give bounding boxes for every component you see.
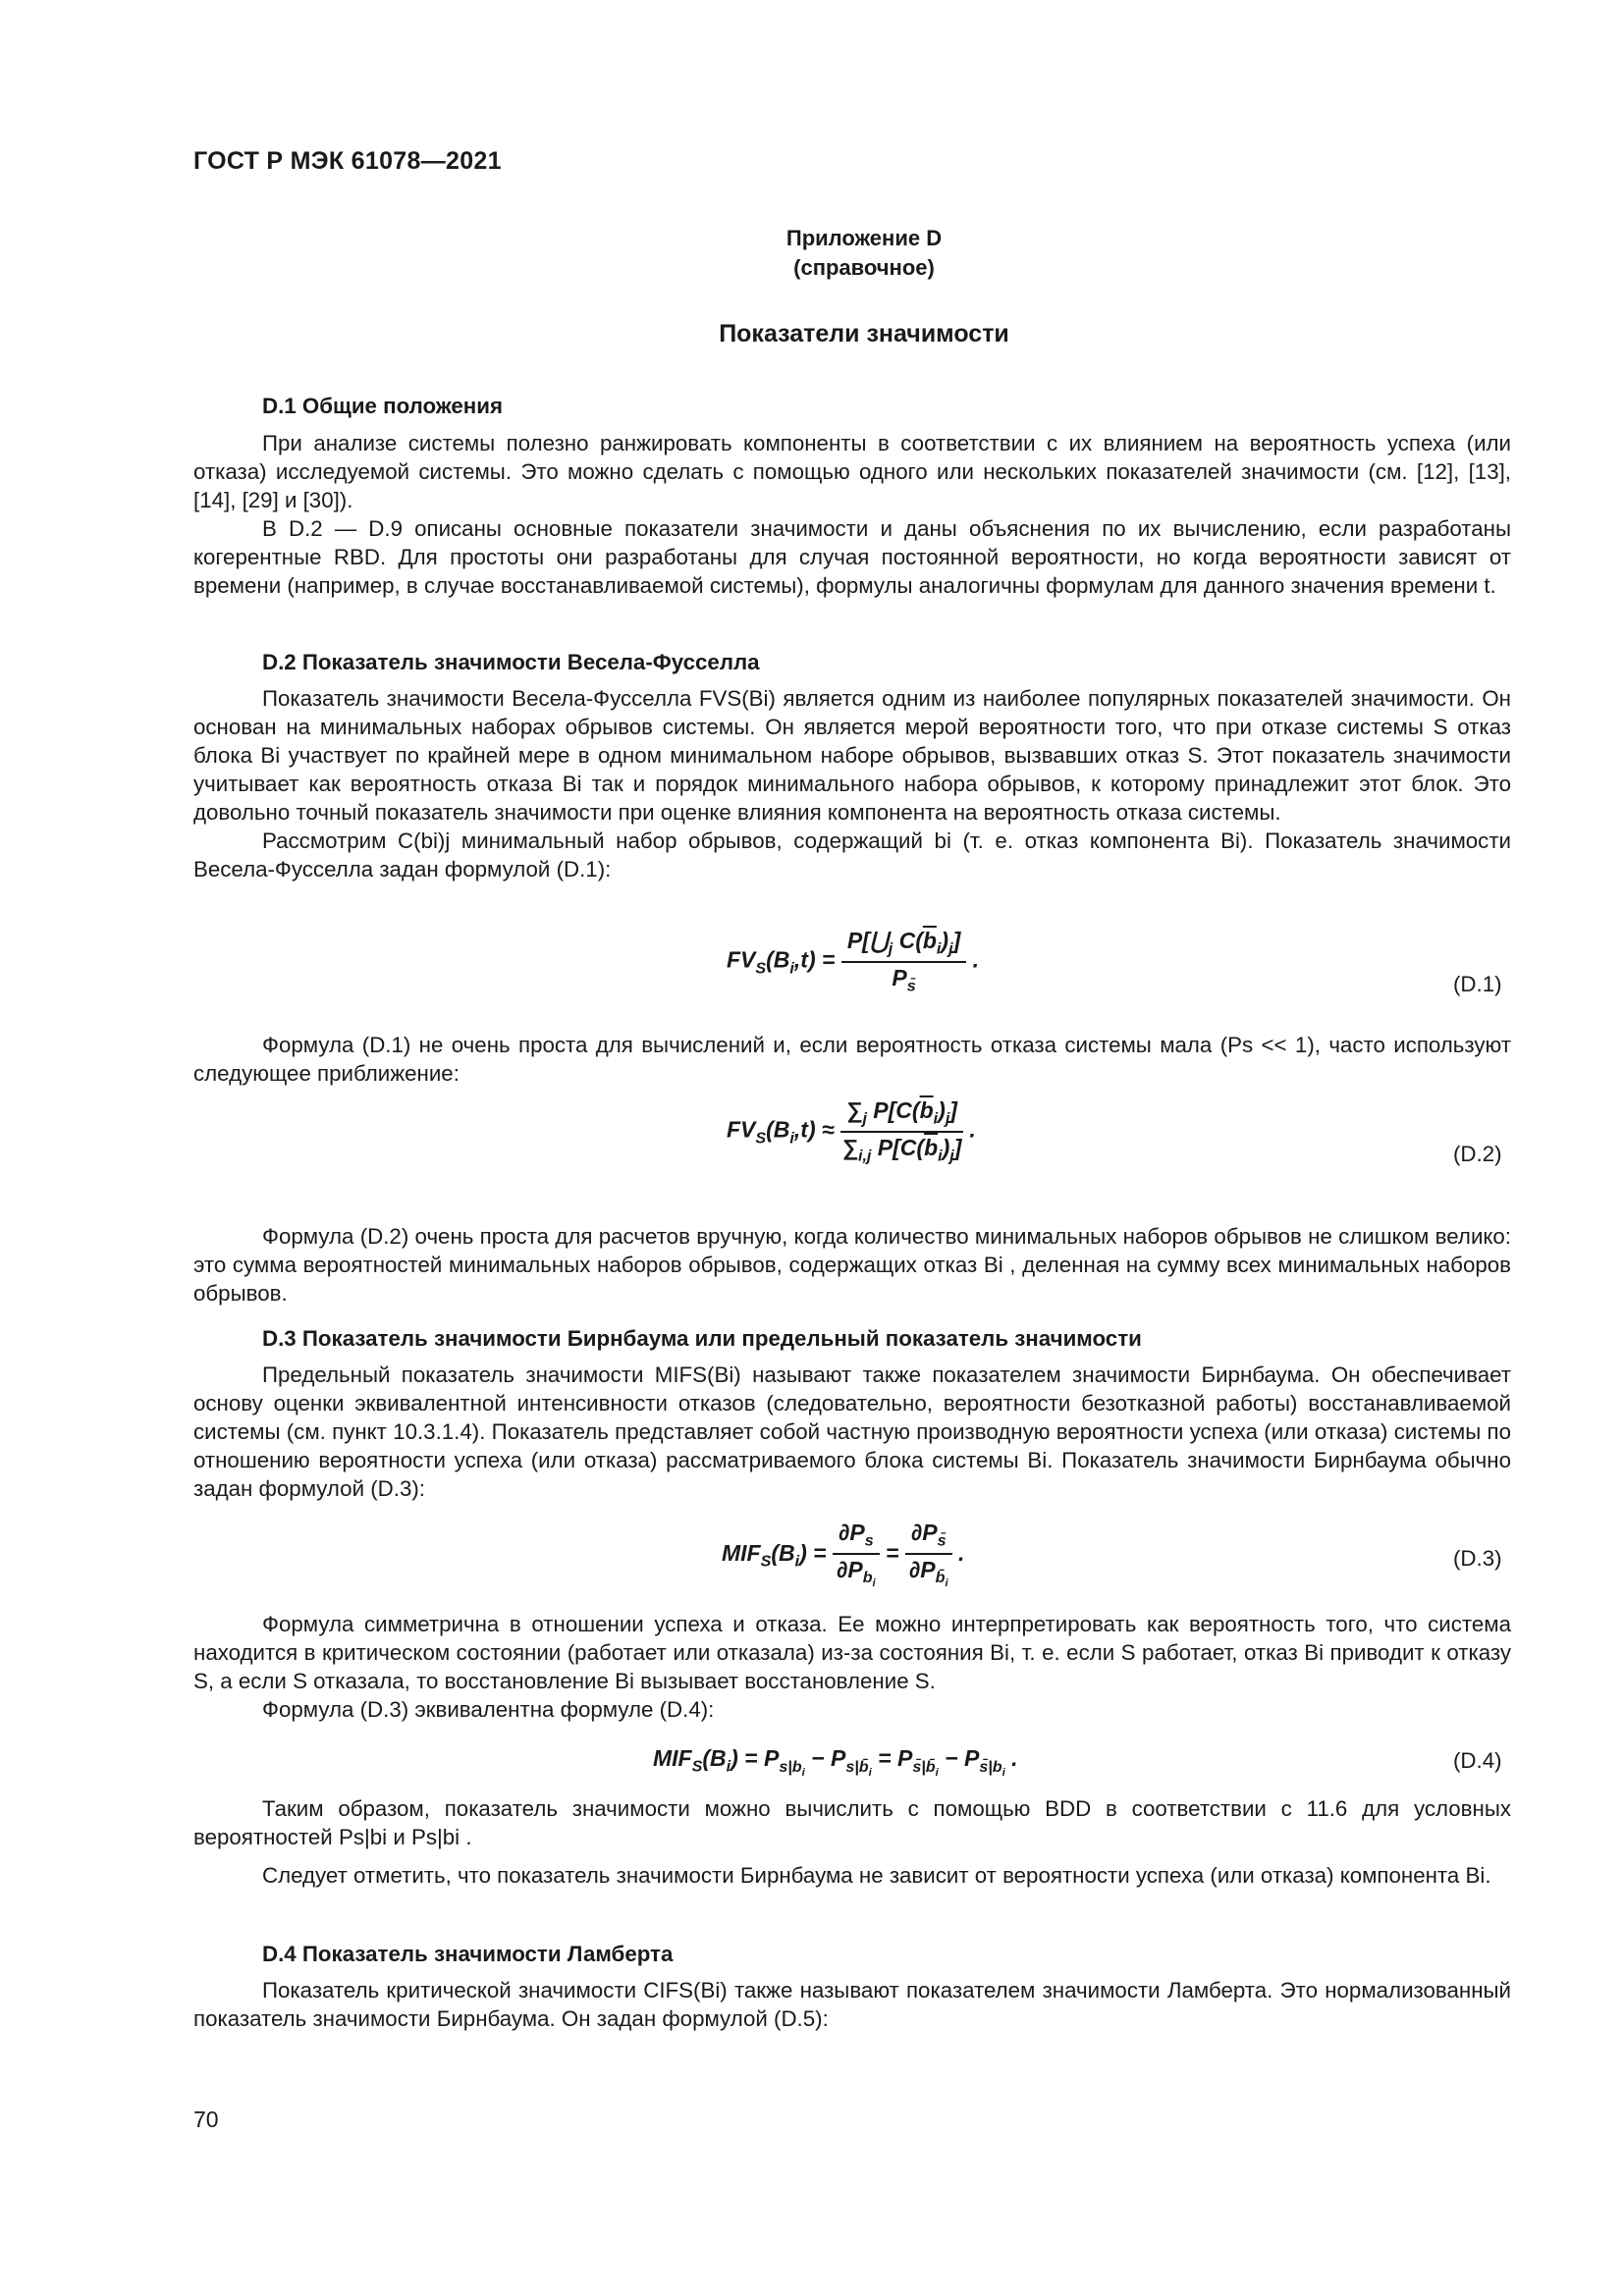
section-d3-body-3 — [193, 1794, 1511, 1890]
section-d1-heading: D.1 Общие положения — [262, 394, 503, 418]
paragraph: Рассмотрим C(bi)j минимальный набор обрывов, содержащий bi (т. е. отказ компонента Bi). Показатель значимости Весела-Фусселла задан формулой (D.1): — [193, 828, 1511, 881]
paragraph: Формула (D.2) очень проста для расчетов вручную, когда количество минимальных наборов обрывов не слишком велико: это сумма вероятностей минимальных наборов обрывов, содержащих отказ Bi , деленная на сумму всех минимальных наборов обрывов. — [193, 1224, 1511, 1306]
paragraph: Показатель значимости Весела-Фусселла FVS(Bi) является одним из наиболее популярных показателей значимости. Он основан на минимальных наборах обрывов системы. Он является мерой вероятности того, что при отказе системы S отказ блока Bi участвует по крайней мере в одном минимальном наборе обрывов, вызвавших отказ S. Этот показатель значимости учитывает как вероятность отказа Bi так и порядок минимального набора обрывов, к которому принадлежит этот блок. Это довольно точный показатель значимости при оценке влияния компонента на вероятность отказа системы. — [193, 686, 1511, 825]
section-d1-body — [193, 429, 1511, 600]
paragraph: Формула симметрична в отношении успеха и отказа. Ее можно интерпретировать как вероятность того, что система находится в критическом состоянии (работает или отказала) из-за состояния Bi, т. е. если S работает, отказ Bi приводит к отказу S, а если S отказала, то восстановление Bi вызывает восстановление S. — [193, 1612, 1511, 1693]
formula-number: (D.4) — [1453, 1748, 1502, 1773]
paragraph: В D.2 — D.9 описаны основные показатели значимости и даны объяснения по их вычислению, если разработаны когерентные RBD. Для простоты они разработаны для случая постоянной вероятности, но когда вероятности зависят от времени (например, в случае восстанавливаемой системы), формулы аналогичны формулам для данного значения времени t. — [193, 516, 1511, 598]
section-d3-body-2 — [193, 1610, 1511, 1724]
formula-d4: $MIF_S(B_i) = P_{s|b_i} - P_{s|b̄_i} = P_{s̄|b̄_i} - P_{s̄|b_i}$ . — [653, 1745, 1018, 1779]
formula-number: (D.2) — [1453, 1142, 1502, 1166]
formula-number: (D.1) — [1453, 972, 1502, 996]
paragraph: Таким образом, показатель значимости можно вычислить с помощью BDD в соответствии с 11.6 для условных вероятностей Ps|bi и Ps|bi . — [193, 1796, 1511, 1849]
paragraph: При анализе системы полезно ранжировать компоненты в соответствии с их влиянием на вероятность успеха (или отказа) исследуемой системы. Это можно сделать с помощью одного или нескольких показателей значимости (см. [12], [13], [14], [29] и [30]). — [193, 431, 1511, 512]
document-header: ГОСТ Р МЭК 61078—2021 — [193, 147, 502, 175]
paragraph: Предельный показатель значимости MIFS(Bi) называют также показателем значимости Бирнбаума. Он обеспечивает основу оценки эквивалентной интенсивности отказов (следовательно, вероятности безотказной работы) восстанавливаемой системы (см. пункт 10.3.1.4). Показатель представляет собой частную производную вероятности успеха (или отказа) системы по отношению вероятности успеха (или отказа) рассматриваемого блока системы Bi. Показатель значимости Бирнбаума обычно задан формулой (D.3): — [193, 1362, 1511, 1501]
formula-number: (D.3) — [1453, 1546, 1502, 1571]
section-d3-heading: D.3 Показатель значимости Бирнбаума или предельный показатель значимости — [262, 1326, 1142, 1351]
paragraph: Формула (D.3) эквивалентна формуле (D.4): — [262, 1697, 715, 1722]
section-d2-body — [193, 684, 1511, 883]
appendix-title: Показатели значимости — [719, 320, 1009, 347]
formula-d2: $FV_S(B_i,t)$ ≈ $\frac{\sum_j P[C(\overline{b}_i)_j]}{\sum_{i,j} P[C(\overline{b}_i)_j]}$ . — [727, 1097, 976, 1165]
section-d2-body-2 — [193, 1031, 1511, 1088]
section-d4-heading: D.4 Показатель значимости Ламберта — [262, 1942, 674, 1966]
paragraph: Следует отметить, что показатель значимости Бирнбаума не зависит от вероятности успеха (или отказа) компонента Bi. — [262, 1863, 1491, 1888]
appendix-type: (справочное) — [793, 255, 935, 280]
section-d2-body-3 — [193, 1222, 1511, 1308]
paragraph: Показатель критической значимости CIFS(Bi) также называют показателем значимости Ламберта. Это нормализованный показатель значимости Бирнбаума. Он задан формулой (D.5): — [193, 1978, 1511, 2031]
section-d2-heading: D.2 Показатель значимости Весела-Фусселла — [262, 650, 760, 674]
page-number: 70 — [193, 2107, 219, 2132]
appendix-label: Приложение D — [785, 226, 943, 250]
section-d4-body — [193, 1976, 1511, 2033]
formula-d3: $MIF_S(B_i)$ = $\frac{\partial P_s}{\partial P_{b_i}}$ = $\frac{\partial P_{s̄}}{\partial P_{b̄_i}}$ . — [722, 1520, 965, 1590]
section-d3-body — [193, 1361, 1511, 1503]
formula-d1: $FV_S(B_i,t)$ = $\frac{P[⋃_j C(\overline{b}_i)_j]}{P_{s̄}}$ . — [727, 928, 980, 995]
paragraph: Формула (D.1) не очень проста для вычислений и, если вероятность отказа системы мала (Ps << 1), часто используют следующее приближение: — [193, 1033, 1511, 1086]
